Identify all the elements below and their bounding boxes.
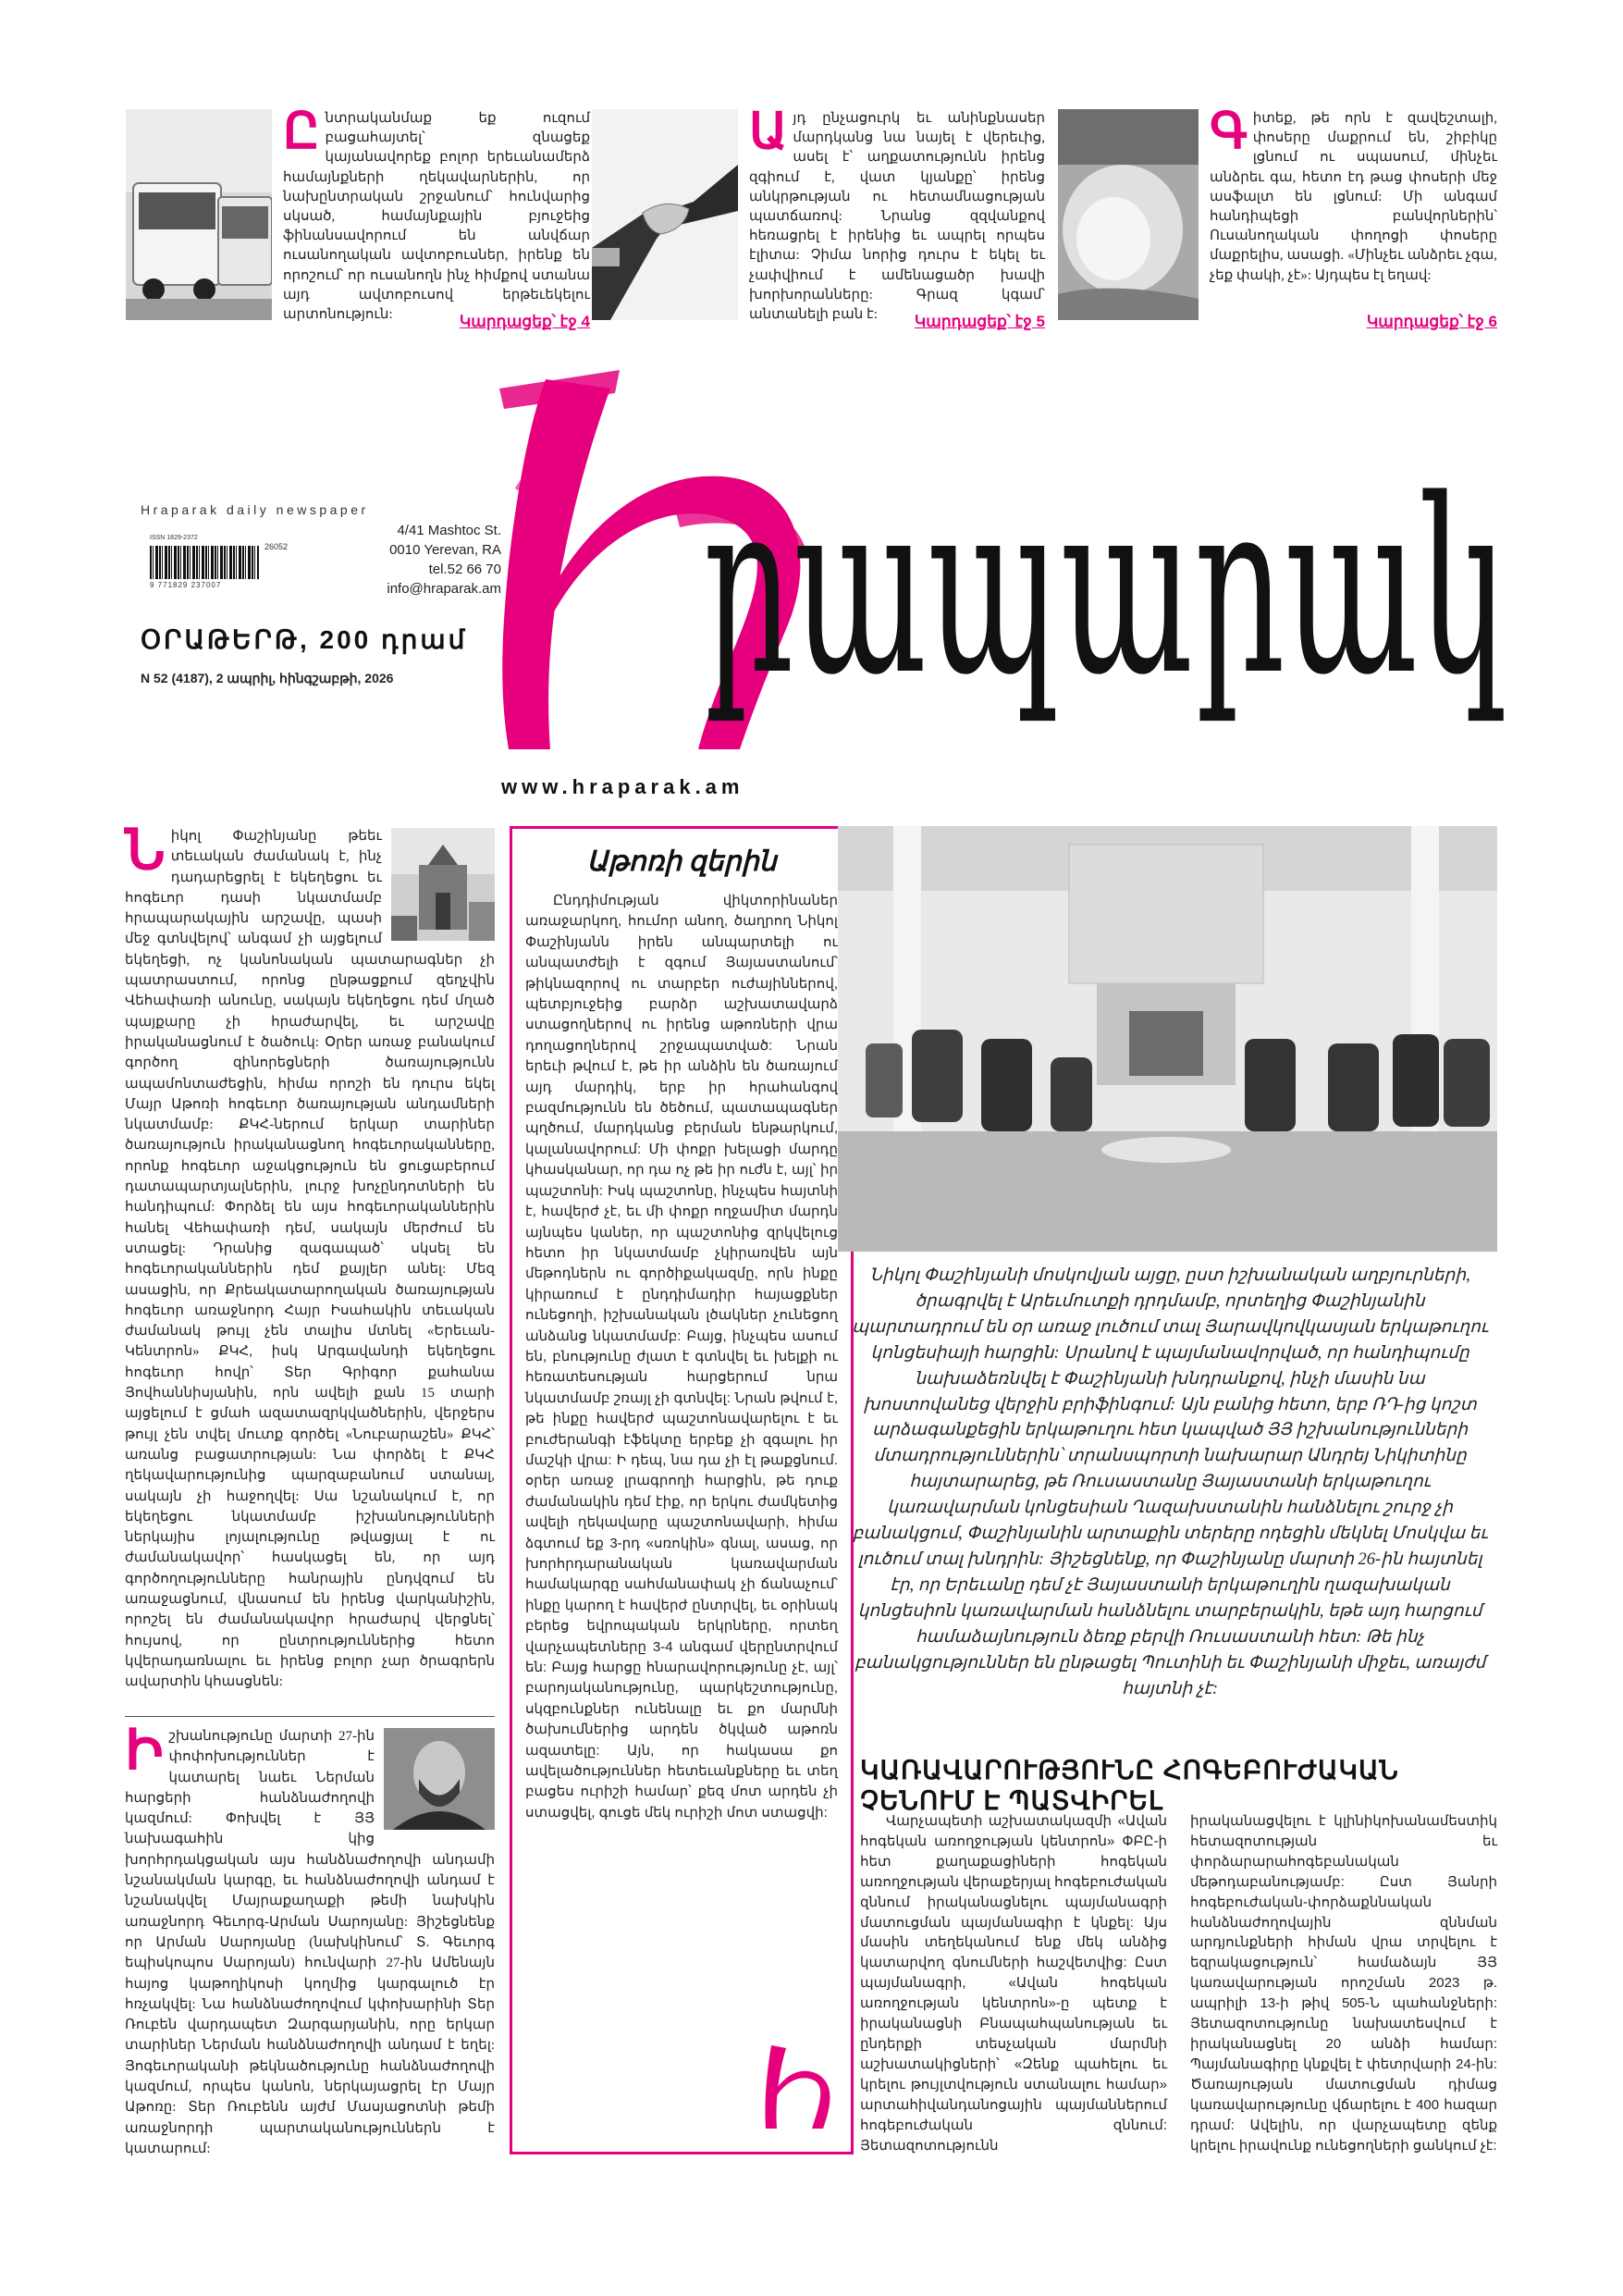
issn: ISSN 1829-2372 bbox=[150, 535, 198, 541]
tagline: Hraparak daily newspaper bbox=[141, 502, 369, 517]
price: ՕՐԱԹԵՐԹ, 200 դրամ bbox=[141, 625, 468, 654]
teaser-3 bbox=[1058, 104, 1497, 331]
issue-number-date: N 52 (4187), 2 ապրիլ, հինգշաբթի, 2026 bbox=[141, 671, 394, 685]
editorial-body: Ընդդիմության վիկտորինաներ առաջարկող, հումոր անող, ծաղրող Նիկոլ Փաշինյանն իրեն անպարտելի ու անպատժելի է զգում Յայաստանում՝ թիկնազորով ու տարբեր ուժայիններով, պետբյուջեից բարձր աշխատավարձ ստացողներով ու իրենց աթոռների վրա դողացողներով շրջապատված: Նրան երեւի թվում է, թե իր անձին են ծառայում այդ մարդիկ, երբ իր հրահանգով բազմությունն են ծեծում, պատապագներ պղծում, մարդկանց բերման ենթարկում, կալանավորում: Մի փոքր խելացի մարդը կհասկանար, որ դա ոչ թե իր ուժն է, այլ՝ իր պաշտոնի: Իսկ պաշտոնը, ինչպես հայտնի է, հավերժ չէ, եւ մի փոքր ողջամիտ մարդն այնպես կաներ, որ պաշտոնից զրկվելուց հետո իր նկատմամբ չկիրառվեն այն մեթոդներն ու գործիքակազմը, որն ինքը կիրառում է ընդդիմադիր հայացքներ ունեցողի, իշխանական լծակներ չունեցող անձանց նկատմամբ: Բայց, ինչպես ասում են, բնությունը ժլատ է գտնվել եւ խելքի ու հեռատեսության հարցերում նրա նկատմամբ շռայլ չի գտնվել: Նրան թվում է, թե ինքը հավերժ պաշտոնավարելու է եւ բուժերանգի էֆեկտը երբեք չի զգալու իր մաշկի վրա: Ի դեպ, նա դա չի էլ թաքցնում. օրեր առաջ լրագրողի հարցին, թե դուք ժամանակին դեմ էիք, որ երկու ժամկետից ավելի ղեկավարը պաշտոնավարի, հիմա ձգտում եք 3-րդ «սռոկին» գնալ, ասաց, որ խորհրդարանական կառավարման համակարգը սահմանափակ չի ճանաչում՝ ինքը կարող է հավերժ ընտրվել, եւ օրինակ բերեց եվրոպական երկրները, որտեղ վարչապետները 3-4 անգամ վերընտրվում են: Բայց հարցը հնարավորությունը չէ, այլ՝ բարոյականությունը, պարկեշտությունը, սկզբունքներ ունենալը եւ քո մարմնի ծախումներից արդեն ծկված աթոռն ազատելը: Այն, որ հակասա քո ավելածություններ հետեւանքները եւ տեղ բացես ուրիշի համար՝ քեզ մոտ արդեն չի ստացվել, գուցե մեկ ուրիշի մոտ ստացվի: bbox=[525, 893, 838, 1821]
drop-cap: Ն bbox=[125, 819, 166, 881]
left-article-1 bbox=[125, 819, 495, 1692]
website-url[interactable]: www.hraparak.am bbox=[501, 775, 744, 798]
article-headline: ԿԱՌԱՎԱՐՈՒԹՅՈՒՆԸ ՀՈԳԵԲՈՒԺԱԿԱՆ ՉԵՆՈՒՄ Է ՊԱՏՎԻՐԵԼ bbox=[860, 1756, 1399, 1815]
brand-wordmark bbox=[703, 458, 1517, 735]
editorial-logo-mark bbox=[758, 2041, 832, 2133]
address-street: 4/41 Mashtoc St. bbox=[397, 523, 501, 538]
bottom-article-col-2: իրականացվելու է կլինիկոխանամեստիկ հետազոտության եւ փորձարարահոգեբանական մեթոդաբանությամբ: Ըստ Յանրի հոգեբուժական-փորձաքննական հանձնաժողովային զննման արդյունքների հիման վրա տրվելու է եզրակացություն՝ համաձայն ՅՅ կառավարության որոշման 2023 թ. ապրիլի 13-ի թիվ 505-Ն պահանջների: Յետազոտությունը նախատեսվում է իրականացնել 20 անձի համար: Պայմանագիրը կնքվել է փետրվարի 24-ին: Ծառայության մատուցման դիմաց կառավարությունը վճարելու է 400 հազար դրամ: Ավելին, որ վարչապետը զենք կրելու իրավունք ունեցողների ցանկում չէ: bbox=[1190, 1813, 1497, 2154]
portrait-photo bbox=[384, 1728, 495, 1830]
bottom-article-col-1: Վարչապետի աշխատակազմի «Ավան հոգեկան առողջության կենտրոն» ՓԲԸ-ի հետ քաղաքացիների հոգեկան առողջության վերաքերյալ հոգեբուժական զննում իրականացնելու պայմանագրի մատուցման պայմանագիր է կնքել: Այս մասին տեղեկանում ենք մեկ անձից կատարվող գնումների հաշվետվից: Ըստ պայմանագրի, «Ավան հոգեկան առողջության կենտրոն»-ը պետք է իրականացնի Բնապահպանության եւ ընդերքի տեսչական մարմնի աշխատակիցների՝ «Զենք պահելու եւ կրելու թույլտվություն ստանալու համար» արտահիվանդանոցային պայմաններում հոգեբուժական զննում: Յետազոտությունն bbox=[860, 1813, 1167, 2154]
main-photo-meeting bbox=[838, 826, 1497, 1252]
teaser-2-photo bbox=[592, 109, 738, 320]
drop-cap: Ի bbox=[125, 1719, 164, 1781]
address-phone: tel.52 66 70 bbox=[428, 562, 501, 577]
column-divider bbox=[125, 1716, 495, 1717]
barcode bbox=[150, 535, 335, 590]
editorial-title: Աթոռի զերին bbox=[586, 846, 777, 877]
article-body: իկոլ Փաշինյանը թեեւ տեւական ժամանակ է, ինչ դադարեցրել է եկեղեցու եւ հոգեւոր դասի նկատմամբ հրապարակային արշավը, պասի մեջ գտնվելով՝ անգամ չի այցելում եկեղեցի, ոչ կանոնական պատարագներ չի պատրաստում, որոնց ընթացքում զեղչվին Վեհափառի անունը, սակայն եկեղեցու դեմ մղած պայքարը չի հրաժարվել, եւ արշավը իրականացնում է ծածուկ: Օրեր առաջ բանակում գործող զինորեցների ծառայությունն ապամոնտաժեցին, հիմա որոշի են դուրս եկել Մայր Աթոռի հոգեւոր ծառայության անդամների նկատմամբ: ՔԿՀ-ներում երկար տարիներ ծառայություն իրականացնող հոգեւորականները, որոնք հոգեւոր աջակցություն են ցուցաբերում դատապարտյալներին, լուրջ խոչընդոտների են հանդիպում: Փորձել են այս հոգեւորականներին հանել Վեհափառի դեմ, սակայն մերժում են ստացել: Դրանից զագապած՝ սկսել են հոգեւորականներին դեմ քայլեր անել: Մեզ ասացին, որ Քրեակատարողական ծառայության հոգեւոր առաջնորդ Հայր Իսահակին տեւական ժամանակ թույլ չեն տալիս մտնել «Երեւան-Կենտրոն» ՔԿՀ, իսկ Արգավանդի եկեղեցու հոգեւոր հովր՝ Տեր Գրիգոր քահանա Յովհաննիսյանին, որն ավելի քան 15 տարի այցելում է ցմահ ազատազրկվածներին, վերջերս թույլ չեն տվել մուտք գործել «Նուբարաշեն» ՔԿՀ՝ առանց բացատրության: Նա փորձել է ՔԿՀ ղեկավարությունից պարզաբանում ստանալ, սակայն չի հաջողվել: Սա նշանակում է, որ եկեղեցու նկատմամբ իշխանությունների ներկայիս լոյալությունը թվացյալ է ու ժամանակավոր՝ հասկացել են, որ այդ գործողությունները հանրային ընդվզում են առաջացնում, վնասում են իրենց վարկանիշին, որոշել են ժամանակավոր հրաժարվ վերցնել՝ հույսով, որ ընտրություններից հետո կվերադառնալու եւ իրենց բոլոր չար ծրագրերն ավարտին կհասցնեն: bbox=[125, 829, 495, 1690]
teaser-2-text: Այդ ընչացուրկ եւ անինքնասեր մարդկանց նա նայել է վերեւից, ասել է՝ աղքատությունն իրենց զգիում է, վատ կյանքը՝ իրենց անկրթության ու հետամնացության պատճառով: Նրանց զզվանքով հեռացրել է իրենից եւ ապրել որպես էլիտա: Չիմա նորից դուրս է եկել եւ չափվիում է ամենացածր խավի խորխորանները: Գրազ կգամ՝ անտանելի բան է: bbox=[749, 104, 1045, 323]
barcode-bars bbox=[150, 546, 259, 579]
drop-cap: Ը bbox=[283, 104, 320, 159]
address-email[interactable]: info@hraparak.am bbox=[387, 581, 501, 597]
teaser-1-text: Ընտրականմաք եք ուզում բացահայտել՝ զնացեք կայանավորեք բոլոր երեւանամերձ համայնքների ղեկավարներին, որ նախընտրական շրջանում՝ հունվարից սկսած, համայնքային բյուջեից ֆինանսավորում են անվճար ուսանողական ավտոբուսներ, իրենք են որոշում՝ որ ուսանողն ինչ հիմքով ստանա այդ ավտոբուսով երթեւեկելու արտոնություն: bbox=[283, 104, 590, 323]
teaser-2 bbox=[592, 104, 1045, 331]
brand-wordmark-text: րապարակ bbox=[703, 458, 1507, 728]
read-more-link-page-5[interactable]: Կարդացեք՝ էջ 5 bbox=[914, 313, 1045, 330]
editorial-box bbox=[510, 826, 854, 2154]
left-article-2 bbox=[125, 1719, 495, 2159]
article-body: շխանությունը մարտի 27-ին փոփոխություններ է կատարել նաեւ Ներման հարցերի հանձնաժողովի կազմում: Փոխվել է ՅՅ նախագահին կից խորհրդակցական այս հանձնաժողովի անդամի նշանակման կարգը, եւ հանձնաժողովի անդամ է նշանակվել Մայրաքաղաքի թեմի նախկին առաջնորդ Գեւորգ-Արման Սարոյանը: Յիշեցնենք որ Արման Սարոյանը (նախկինում՝ Տ. Գեւորգ եպիսկոպոս Սարոյան) հունվարի 27-ին Ամենայն հայոց կաթողիկոսի կողմից կարգալուծ էր հռչակվել: Նա հանձնաժողովում կփոխարինի Տեր Ռուբեն վարդապետ Զարգարյանին, որը երկար տարիներ Ներման հանձնաժողովի անդամ է եղել: Յոգեւորականի թեկնածությունը հանձնաժողովի կազմում, որպես կանոն, ներկայացրել էր Մայր Աթոռը: Տեր Ռուբենն այժմ Մասյացոտնի թեմի առաջնորդի պարտականություններն է կատարում: bbox=[125, 1729, 495, 2156]
teaser-1 bbox=[126, 104, 590, 331]
church-photo bbox=[391, 828, 495, 941]
read-more-link-page-6[interactable]: Կարդացեք՝ էջ 6 bbox=[1366, 313, 1497, 330]
barcode-digits: 9 771829 237007 bbox=[150, 581, 222, 589]
teaser-1-photo bbox=[126, 109, 272, 320]
address-city: 0010 Yerevan, RA bbox=[389, 542, 501, 558]
teaser-3-text: Գիտեք, թե որն է զավեշտալի, փոսերը մաքրում են, շիբիկը լցնում ու սպասում, մինչեւ անձրեւ գա, հետո էդ թաց փոսերի մեջ ասֆալտ են լցնում: Մի անգամ հանդիպեցի բանվորներին՝ Ուսանողական փողոցի փոսերը մաքրելիս, ասացի. «Մինչեւ անձրեւ չգա, չեք փակի, չէ»: Այդպես էլ եղավ: bbox=[1210, 104, 1497, 283]
masthead-info bbox=[141, 502, 501, 685]
barcode-side-number: 26052 bbox=[264, 542, 289, 551]
teaser-3-photo bbox=[1058, 109, 1199, 320]
read-more-link-page-4[interactable]: Կարդացեք՝ էջ 4 bbox=[459, 313, 590, 330]
main-photo-caption: Նիկոլ Փաշինյանի մոսկովյան այցը, ըստ իշխանական աղբյուրների, ծրագրվել է Արեւմուտքի դրդմամբ, որտեղից Փաշինյանին պարտադրում են օր առաջ լուծում տալ Յարավկովկասյան երկաթուղու կոնցեսիայի հարցին: Սրանով է պայմանավորված, որ հանդիպումը նախաձեռնվել է Փաշինյանի խնդրանքով, ինչի մասին նա խոստովանեց վերջին բրիֆինգում: Այն բանից հետո, երբ ՌԴ-ից կոշտ արձագանքեցին երկաթուղու հետ կապված ՅՅ իշխանությունների մտադրություններին՝ տրանսպորտի նախարար Անդրեյ Նիկիտինը հայտարարեց, թե Ռուսաստանը Յայաստանի երկաթուղու կառավարման կոնցեսիան Ղազախստանին հանձնելու շուրջ չի բանակցում, Փաշինյանին արտաքին տերերը ոդեցին մեկնել Մոսկվա եւ լուծում տալ խնդրին: Յիշեցնենք, որ Փաշինյանը մարտի 26-ին հայտնել էր, որ Երեւանը դեմ չէ Յայաստանի երկաթուղին ղազախական կոնցեսիոն կառավարման հանձնելու տարբերակին, եթե այդ հարցում համաձայնություն ձեռք բերվի Ռուսաստանի հետ: Թե ինչ բանակցություններ են ընթացել Պուտինի եւ Փաշինյանի միջեւ, առայժմ հայտնի չէ: bbox=[852, 1266, 1488, 1698]
drop-cap: Ա bbox=[749, 104, 788, 159]
drop-cap: Գ bbox=[1210, 104, 1248, 159]
